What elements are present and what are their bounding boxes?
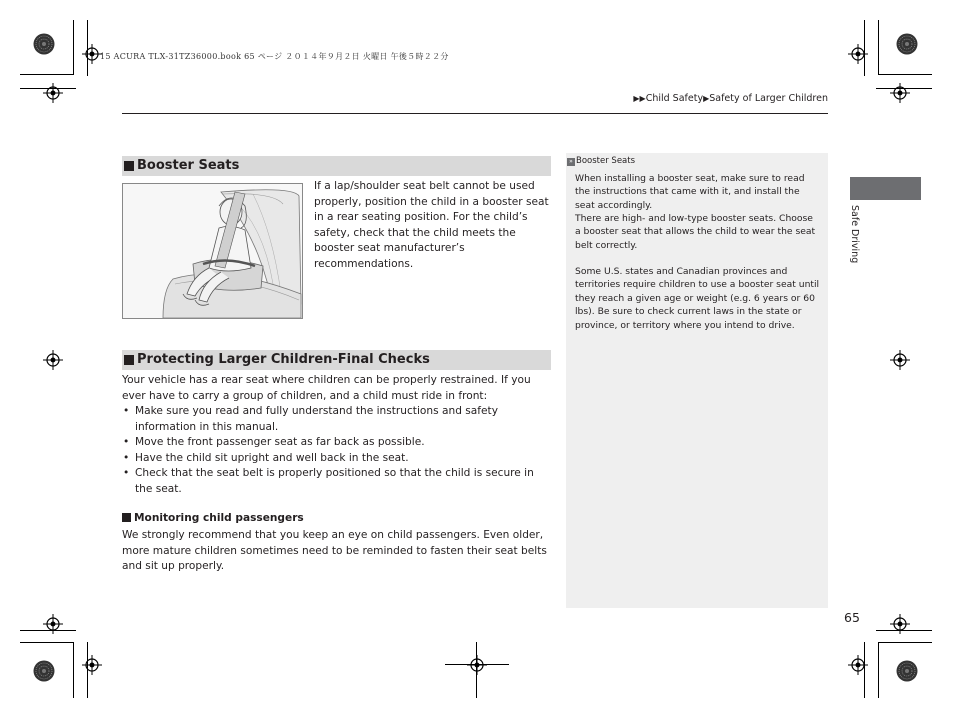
- protecting-heading-bar: [122, 350, 551, 370]
- monitoring-heading-text: Monitoring child passengers: [134, 512, 304, 524]
- header-rule: [122, 113, 828, 114]
- registration-mark-icon: [848, 44, 868, 64]
- sidebar-paragraph: Some U.S. states and Canadian provinces and territories require children to use a booster seat until they reach a given age or weight (e.g. 6 years or 60 lbs). Be sure to check current laws in the state or province, or territory where you intend to drive.: [575, 266, 820, 331]
- registration-mark-icon: [890, 83, 910, 103]
- child-in-booster-seat-illustration: [123, 184, 302, 318]
- registration-mark-icon: [43, 350, 63, 370]
- heading-square-icon: [122, 513, 131, 522]
- rosette-mark-icon: [896, 660, 918, 682]
- bullet-icon: •: [123, 451, 130, 464]
- breadcrumb-parent[interactable]: Child Safety: [645, 93, 704, 104]
- heading-square-icon: [124, 161, 134, 171]
- chapter-tab-label: Safe Driving: [849, 205, 860, 264]
- list-item: [122, 466, 552, 497]
- final-checks-list: [122, 404, 552, 498]
- registration-mark-icon: [848, 655, 868, 675]
- registration-mark-icon: [890, 614, 910, 634]
- list-item: [122, 404, 552, 435]
- breadcrumb-current: Safety of Larger Children: [709, 93, 828, 104]
- rosette-mark-icon: [896, 33, 918, 55]
- protecting-intro: Your vehicle has a rear seat where children can be properly restrained. If you ever have to carry a group of children, and a child must ride in front:: [122, 374, 531, 402]
- registration-mark-icon: [467, 655, 487, 675]
- rosette-mark-icon: [33, 33, 55, 55]
- list-item: [122, 451, 552, 467]
- list-item: [122, 435, 552, 451]
- list-item-text: Make sure you read and fully understand the instructions and safety information in this manual.: [135, 405, 498, 433]
- list-item-text: Check that the seat belt is properly positioned so that the child is secure in the seat.: [135, 467, 534, 495]
- breadcrumb-arrows: ▶▶: [633, 94, 646, 103]
- monitoring-text: We strongly recommend that you keep an eye on child passengers. Even older, more mature children sometimes need to be reminded to fasten their seat belts and sit up properly.: [122, 529, 547, 573]
- bullet-icon: •: [123, 467, 130, 480]
- booster-seats-heading-bar: [122, 156, 551, 176]
- protecting-heading: Protecting Larger Children-Final Checks: [137, 352, 430, 367]
- chapter-tab[interactable]: [850, 177, 921, 200]
- breadcrumb-separator: ▶: [703, 94, 710, 103]
- registration-mark-icon: [43, 83, 63, 103]
- sidebar-paragraph: There are high- and low-type booster seats. Choose a booster seat that allows the child to wear the seat belt correctly.: [575, 213, 816, 251]
- booster-seats-text: If a lap/shoulder seat belt cannot be used properly, position the child in a booster seat in a rear seating position. For the child’s safety, check that the child meets the booster seat manufacturer’s recommendations.: [314, 180, 549, 270]
- crop-marks: [476, 642, 477, 698]
- reference-arrow-icon: »: [567, 158, 575, 166]
- booster-seats-heading: Booster Seats: [137, 158, 240, 173]
- page-number: 65: [844, 610, 860, 625]
- list-item-text: Have the child sit upright and well back in the seat.: [135, 451, 409, 464]
- registration-mark-icon: [890, 350, 910, 370]
- heading-square-icon: [124, 355, 134, 365]
- print-header: 15 ACURA TLX-31TZ36000.book 65 ページ ２０１４年９月２日 火曜日 午後５時２２分: [100, 52, 449, 61]
- monitoring-heading: [122, 512, 304, 524]
- registration-mark-icon: [82, 44, 102, 64]
- breadcrumb: [633, 93, 828, 104]
- list-item-text: Move the front passenger seat as far back as possible.: [135, 436, 425, 449]
- crop-marks: [445, 664, 509, 665]
- bullet-icon: •: [123, 436, 130, 449]
- sidebar-title-text: Booster Seats: [576, 156, 636, 166]
- booster-seat-illustration: [122, 183, 303, 319]
- sidebar-title: [567, 156, 635, 166]
- rosette-mark-icon: [33, 660, 55, 682]
- sidebar-paragraph: When installing a booster seat, make sure to read the instructions that came with it, and install the seat accordingly.: [575, 173, 805, 211]
- bullet-icon: •: [123, 405, 130, 417]
- registration-mark-icon: [82, 655, 102, 675]
- registration-mark-icon: [43, 614, 63, 634]
